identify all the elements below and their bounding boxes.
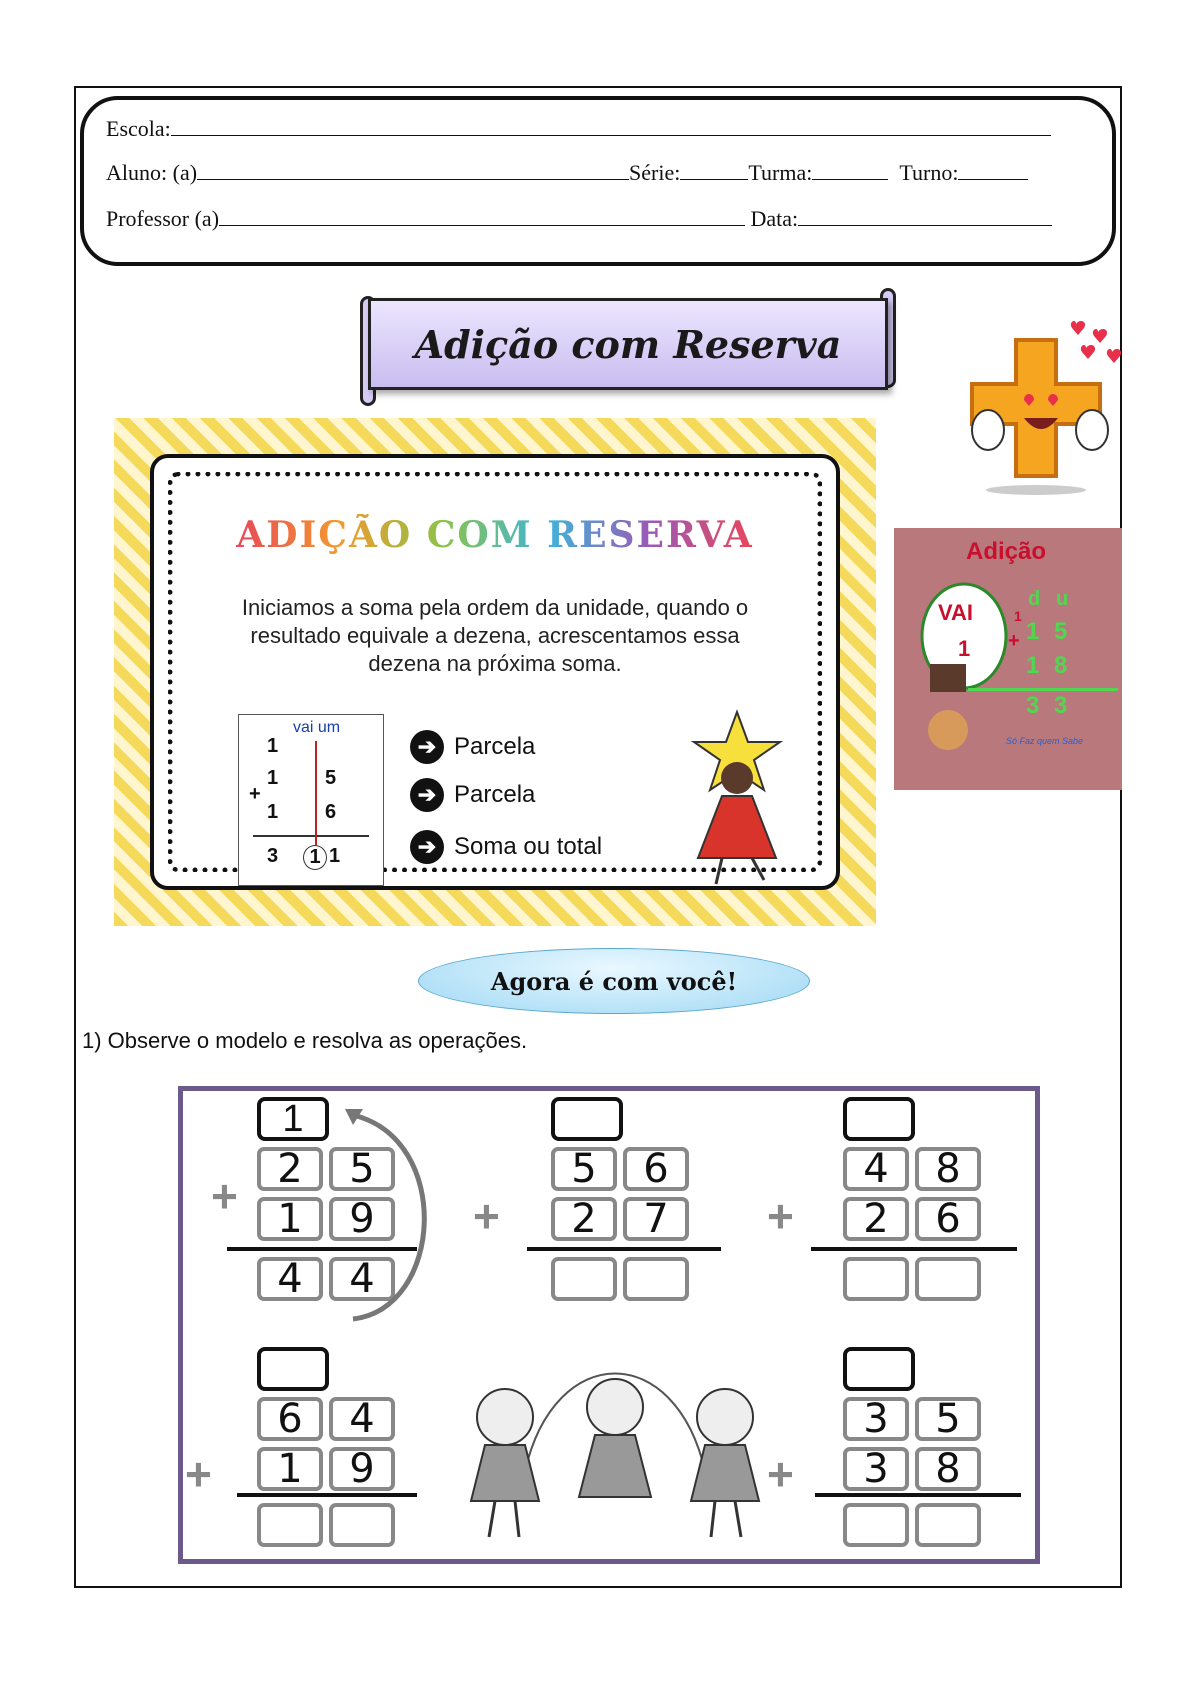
arrow-right-icon: ➔ (410, 730, 444, 764)
card-row2-tens: 1 (1026, 652, 1040, 679)
model-bottom-units: 9 (329, 1197, 395, 1241)
question-1: 1) Observe o modelo e resolva as operações. (82, 1028, 528, 1053)
data-field[interactable] (798, 207, 1052, 226)
professor-field[interactable] (219, 207, 745, 226)
agora-badge (418, 948, 810, 1014)
ex5-carry-box[interactable] (843, 1347, 915, 1391)
turma-field[interactable] (812, 161, 888, 180)
ex2-bottom-tens: 2 (551, 1197, 617, 1241)
ex5-answer-tens[interactable] (843, 1503, 909, 1547)
ex4-plus: + (185, 1448, 212, 1500)
plus-character-illustration (966, 318, 1126, 498)
ex2-sum-line (527, 1247, 721, 1251)
agora-text: Agora é com você! (490, 966, 738, 996)
example-line (253, 835, 369, 837)
tens-label: d (1028, 588, 1041, 610)
ex4-answer-units[interactable] (329, 1503, 395, 1547)
ex4-answer-tens[interactable] (257, 1503, 323, 1547)
card-credit: Só Faz quem Sabe (1006, 736, 1084, 746)
ex5-top-units: 5 (915, 1397, 981, 1441)
example-result-hundreds: 3 (267, 845, 279, 867)
vai-um-label: vai um (293, 719, 341, 736)
turno-label: Turno: (899, 160, 959, 185)
ex3-bottom-units: 6 (915, 1197, 981, 1241)
example-row1-units: 5 (325, 767, 337, 789)
ex3-carry-box[interactable] (843, 1097, 915, 1141)
card-result-units: 3 (1054, 692, 1068, 719)
ex5-bottom-units: 8 (915, 1447, 981, 1491)
data-label: Data: (750, 206, 799, 231)
girl-star-illustration (682, 708, 792, 888)
card-row1-tens: 1 (1026, 618, 1040, 645)
card-result-tens: 3 (1026, 692, 1040, 719)
ex2-top-units: 6 (623, 1147, 689, 1191)
adicao-card-title: Adição (966, 538, 1047, 565)
vai-label: VAI (938, 600, 974, 625)
card-carry: 1 (1014, 608, 1022, 624)
ex3-answer-units[interactable] (915, 1257, 981, 1301)
example-box (238, 714, 384, 886)
ex4-top-tens: 6 (257, 1397, 323, 1441)
units-label: u (1056, 588, 1069, 610)
aluno-line (106, 160, 1028, 186)
card-row1-units: 5 (1054, 618, 1068, 645)
model-carry-arrow (333, 1099, 453, 1329)
model-result-tens: 4 (257, 1257, 323, 1301)
adicao-card-art (894, 528, 1122, 790)
ex5-top-tens: 3 (843, 1397, 909, 1441)
ex4-sum-line (237, 1493, 417, 1497)
ex2-carry-box[interactable] (551, 1097, 623, 1141)
aluno-field[interactable] (197, 161, 629, 180)
model-bottom-tens: 1 (257, 1197, 323, 1241)
ex2-top-tens: 5 (551, 1147, 617, 1191)
plus-shape (972, 340, 1100, 476)
ex3-top-units: 8 (915, 1147, 981, 1191)
example-result-units: 1 (329, 845, 341, 867)
arrow-right-icon: ➔ (410, 830, 444, 864)
serie-label: Série: (629, 160, 681, 185)
adicao-card (894, 528, 1122, 790)
ex4-bottom-units: 9 (329, 1447, 395, 1491)
turno-field[interactable] (958, 161, 1028, 180)
ex5-bottom-tens: 3 (843, 1447, 909, 1491)
model-plus: + (211, 1170, 238, 1222)
example-row2-units: 6 (325, 801, 337, 823)
ex5-answer-units[interactable] (915, 1503, 981, 1547)
arrow-right-icon: ➔ (410, 778, 444, 812)
ex4-top-units: 4 (329, 1397, 395, 1441)
poster-text: Iniciamos a soma pela ordem da unidade, quando o resultado equivale a dezena, acrescentamos essa dezena na próxima soma. (241, 595, 749, 676)
label-parcela-2: ➔ Parcela (410, 778, 535, 812)
kids-jump-rope-illustration (455, 1361, 775, 1551)
label-parcela-1: ➔ Parcela (410, 730, 535, 764)
escola-field[interactable] (171, 117, 1051, 136)
ex2-plus: + (473, 1190, 500, 1242)
example-result-circled: 1 (303, 845, 327, 870)
model-top-tens: 2 (257, 1147, 323, 1191)
example-carry: 1 (267, 735, 279, 757)
ex3-plus: + (767, 1190, 794, 1242)
model-top-units: 5 (329, 1147, 395, 1191)
example-row2-tens: 1 (267, 801, 279, 823)
card-plus: + (1008, 630, 1020, 652)
label-soma: ➔ Soma ou total (410, 830, 602, 864)
model-result-units: 4 (329, 1257, 395, 1301)
ex4-carry-box[interactable] (257, 1347, 329, 1391)
escola-label: Escola: (106, 116, 171, 141)
aluno-label: Aluno: (a) (106, 160, 198, 185)
ex2-bottom-units: 7 (623, 1197, 689, 1241)
example-row1-tens: 1 (267, 767, 279, 789)
professor-label: Professor (a) (106, 206, 220, 231)
exercise-frame (178, 1086, 1040, 1564)
professor-line (106, 206, 1052, 232)
example-plus: + (249, 783, 261, 805)
serie-field[interactable] (680, 161, 748, 180)
page-title: Adição com Reserva (414, 321, 842, 367)
heart-icons (1071, 321, 1121, 363)
escola-line (106, 116, 1051, 142)
card-row2-units: 8 (1054, 652, 1068, 679)
carry-arrow (315, 741, 317, 845)
model-carry-box: 1 (257, 1097, 329, 1141)
ex3-top-tens: 4 (843, 1147, 909, 1191)
ex4-bottom-tens: 1 (257, 1447, 323, 1491)
ex5-sum-line (815, 1493, 1021, 1497)
ex3-sum-line (811, 1247, 1017, 1251)
info-poster (114, 418, 876, 926)
poster-inner (150, 454, 840, 890)
ex5-plus: + (767, 1448, 794, 1500)
turma-label: Turma: (748, 160, 813, 185)
vai-number: 1 (958, 636, 971, 661)
ex3-bottom-tens: 2 (843, 1197, 909, 1241)
title-banner (368, 298, 888, 390)
ex2-answer-units[interactable] (623, 1257, 689, 1301)
ex3-answer-tens[interactable] (843, 1257, 909, 1301)
poster-title: ADIÇÃO COM RESERVA (236, 514, 754, 556)
ex2-answer-tens[interactable] (551, 1257, 617, 1301)
